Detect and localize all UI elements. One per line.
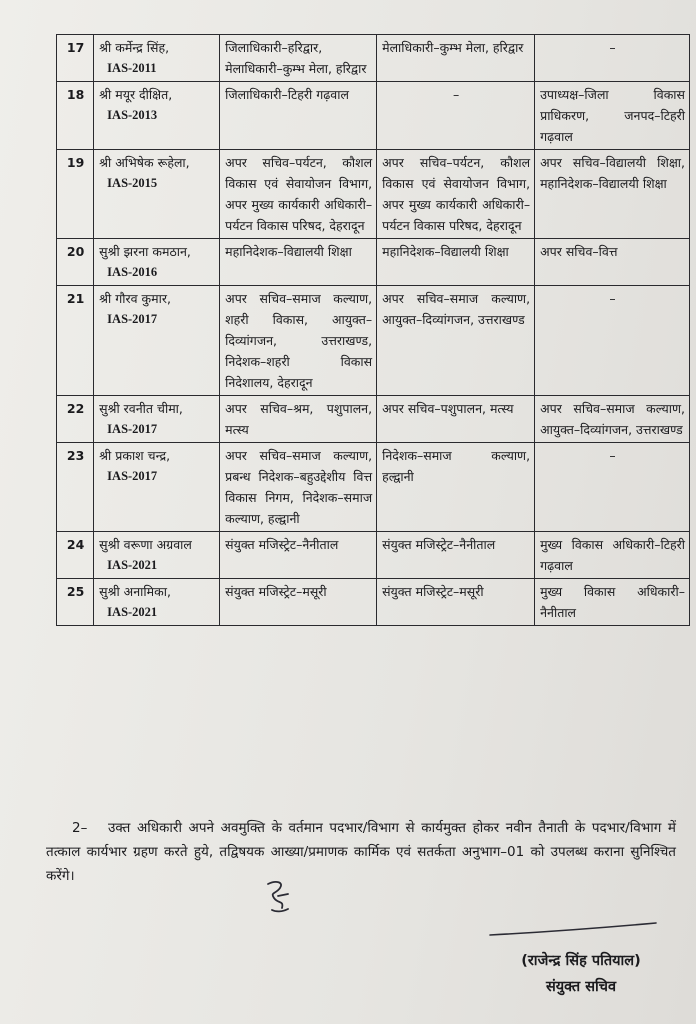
released-post: संयुक्त मजिस्ट्रेट–मसूरी [377, 579, 535, 626]
released-post: संयुक्त मजिस्ट्रेट–नैनीताल [377, 532, 535, 579]
officer-name: सुश्री अनामिका, [99, 584, 171, 599]
officer-batch: IAS-2013 [107, 108, 158, 122]
table-row [57, 35, 690, 82]
table-row [57, 396, 690, 443]
serial-number: 22 [57, 396, 94, 443]
serial-number: 25 [57, 579, 94, 626]
serial-number: 17 [57, 35, 94, 82]
table-row [57, 579, 690, 626]
officer-batch: IAS-2011 [107, 61, 157, 75]
released-post: – [377, 82, 535, 150]
paragraph-number: 2– [72, 820, 88, 836]
table-row [57, 150, 690, 239]
new-post: मुख्य विकास अधिकारी–टिहरी गढ़वाल [535, 532, 690, 579]
signature-stroke-icon [488, 921, 658, 937]
serial-number: 19 [57, 150, 94, 239]
new-post: उपाध्यक्ष–जिला विकास प्राधिकरण, जनपद–टिहरी गढ़वाल [535, 82, 690, 150]
serial-number: 21 [57, 286, 94, 396]
table-row [57, 239, 690, 286]
new-post: – [535, 286, 690, 396]
new-post: अपर सचिव–विद्यालयी शिक्षा, महानिदेशक–विद्यालयी शिक्षा [535, 150, 690, 239]
officer-cell [94, 532, 220, 579]
released-post: अपर सचिव–समाज कल्याण, आयुक्त–दिव्यांगजन, उत्तराखण्ड [377, 286, 535, 396]
current-post: संयुक्त मजिस्ट्रेट–मसूरी [220, 579, 377, 626]
current-post: अपर सचिव–श्रम, पशुपालन, मत्स्य [220, 396, 377, 443]
table-row [57, 82, 690, 150]
officer-cell [94, 579, 220, 626]
officer-name: सुश्री वरूणा अग्रवाल [99, 537, 192, 552]
table-row [57, 286, 690, 396]
current-post: अपर सचिव–समाज कल्याण, शहरी विकास, आयुक्त–दिव्यांगजन, उत्तराखण्ड, निदेशक–शहरी विकास निदेशालय, देहरादून [220, 286, 377, 396]
officer-batch: IAS-2021 [107, 605, 158, 619]
serial-number: 18 [57, 82, 94, 150]
officer-name: श्री प्रकाश चन्द्र, [99, 448, 171, 463]
paragraph-text: उक्त अधिकारी अपने अवमुक्ति के वर्तमान पदभार/विभाग से कार्यमुक्त होकर नवीन तैनाती के पदभार/विभाग में तत्काल कार्यभार ग्रहण करते हुये, तद्विषयक आख्या/प्रमाणक कार्मिक एवं सतर्कता अनुभाग–01 को उपलब्ध कराना सुनिश्चित करेंगे। [46, 820, 676, 884]
officer-cell [94, 150, 220, 239]
table-row [57, 532, 690, 579]
current-post: महानिदेशक–विद्यालयी शिक्षा [220, 239, 377, 286]
new-post: अपर सचिव–समाज कल्याण, आयुक्त–दिव्यांगजन, उत्तराखण्ड [535, 396, 690, 443]
officer-cell [94, 396, 220, 443]
table-row [57, 443, 690, 532]
instruction-paragraph [46, 816, 676, 888]
officer-cell [94, 239, 220, 286]
current-post: अपर सचिव–समाज कल्याण, प्रबन्ध निदेशक–बहुउद्देशीय वित्त विकास निगम, निदेशक–समाज कल्याण, हल्द्वानी [220, 443, 377, 532]
new-post: – [535, 443, 690, 532]
released-post: मेलाधिकारी–कुम्भ मेला, हरिद्वार [377, 35, 535, 82]
released-post: महानिदेशक–विद्यालयी शिक्षा [377, 239, 535, 286]
officer-name: सुश्री झरना कमठान, [99, 244, 191, 259]
current-post: जिलाधिकारी–हरिद्वार, मेलाधिकारी–कुम्भ मेला, हरिद्वार [220, 35, 377, 82]
new-post: अपर सचिव–वित्त [535, 239, 690, 286]
officer-cell [94, 443, 220, 532]
officer-batch: IAS-2017 [107, 422, 158, 436]
officer-cell [94, 286, 220, 396]
serial-number: 24 [57, 532, 94, 579]
officer-name: श्री गौरव कुमार, [99, 291, 171, 306]
transfer-table [56, 34, 690, 626]
officer-cell [94, 35, 220, 82]
initials-signature-icon [262, 876, 296, 916]
officer-name: सुश्री रवनीत चीमा, [99, 401, 183, 416]
officer-name: श्री मयूर दीक्षित, [99, 87, 173, 102]
current-post: संयुक्त मजिस्ट्रेट–नैनीताल [220, 532, 377, 579]
released-post: निदेशक–समाज कल्याण, हल्द्वानी [377, 443, 535, 532]
officer-batch: IAS-2015 [107, 176, 158, 190]
officer-batch: IAS-2017 [107, 312, 158, 326]
serial-number: 23 [57, 443, 94, 532]
new-post: मुख्य विकास अधिकारी–नैनीताल [535, 579, 690, 626]
new-post: – [535, 35, 690, 82]
officer-batch: IAS-2016 [107, 265, 158, 279]
officer-cell [94, 82, 220, 150]
signatory-designation: संयुक्त सचिव [545, 979, 617, 995]
officer-batch: IAS-2021 [107, 558, 158, 572]
current-post: अपर सचिव–पर्यटन, कौशल विकास एवं सेवायोजन विभाग, अपर मुख्य कार्यकारी अधिकारी–पर्यटन विकास परिषद, देहरादून [220, 150, 377, 239]
serial-number: 20 [57, 239, 94, 286]
officer-batch: IAS-2017 [107, 469, 158, 483]
officer-name: श्री कर्मेन्द्र सिंह, [99, 40, 170, 55]
signatory-name: (राजेन्द्र सिंह पतियाल) [521, 953, 641, 969]
current-post: जिलाधिकारी–टिहरी गढ़वाल [220, 82, 377, 150]
released-post: अपर सचिव–पर्यटन, कौशल विकास एवं सेवायोजन विभाग, अपर मुख्य कार्यकारी अधिकारी–पर्यटन विकास परिषद, देहरादून [377, 150, 535, 239]
officer-name: श्री अभिषेक रूहेला, [99, 155, 190, 170]
released-post: अपर सचिव–पशुपालन, मत्स्य [377, 396, 535, 443]
